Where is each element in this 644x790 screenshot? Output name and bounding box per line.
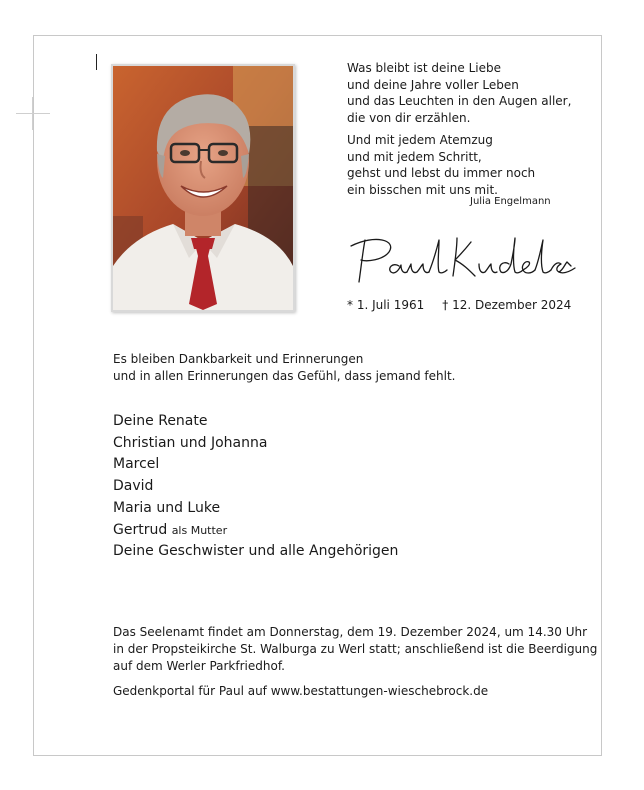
service-line: in der Propsteikirche St. Walburga zu Werl statt; anschließend ist die Beerdigung <box>113 642 598 656</box>
quote-line: Es bleiben Dankbarkeit und Erinnerungen <box>113 352 364 366</box>
death-date: † 12. Dezember 2024 <box>442 298 572 312</box>
family-member <box>113 411 398 433</box>
quote-line: und in allen Erinnerungen das Gefühl, dass jemand fehlt. <box>113 369 456 383</box>
family-member <box>113 433 398 455</box>
poem-line: und das Leuchten in den Augen aller, <box>347 94 572 108</box>
family-member-name: Christian und Johanna <box>113 434 268 451</box>
crosshair-vertical <box>32 97 33 130</box>
poem <box>347 60 587 204</box>
crosshair-horizontal <box>16 113 50 114</box>
service-line: Das Seelenamt findet am Donnerstag, dem 19. Dezember 2024, um 14.30 Uhr <box>113 625 588 639</box>
family-member <box>113 476 398 498</box>
memorial-portal-text: Gedenkportal für Paul auf www.bestattungen-wieschebrock.de <box>113 684 489 698</box>
poem-line: ein bisschen mit uns mit. <box>347 182 498 197</box>
family-member <box>113 541 398 563</box>
family-member-name: Gertrud <box>113 521 168 538</box>
family-member-name: Deine Renate <box>113 413 208 429</box>
memorial-quote <box>113 351 456 385</box>
poem-line: Und mit jedem Atemzug <box>347 133 493 147</box>
family-member-name: David <box>113 478 154 495</box>
poem-line: Was bleibt ist deine Liebe <box>347 61 501 75</box>
family-member <box>113 520 398 542</box>
family-member-name: Maria und Luke <box>113 499 221 516</box>
poem-line: und mit jedem Schritt, <box>347 149 482 164</box>
poem-line: und deine Jahre voller Leben <box>347 77 519 92</box>
service-line: auf dem Werler Parkfriedhof. <box>113 659 285 673</box>
poem-line: die von dir erzählen. <box>347 110 471 125</box>
family-member-name: Marcel <box>113 456 160 473</box>
birth-date: * 1. Juli 1961 <box>347 298 425 312</box>
poem-stanza-1 <box>347 60 587 126</box>
portrait-photo <box>111 64 295 312</box>
life-dates <box>347 298 571 312</box>
poem-author: Julia Engelmann <box>470 196 551 207</box>
poem-line: gehst und lebst du immer noch <box>347 166 536 180</box>
family-member-note: als Mutter <box>171 523 228 537</box>
family-member <box>113 454 398 476</box>
name-signature <box>345 232 580 288</box>
text-cursor <box>96 54 97 70</box>
poem-stanza-2 <box>347 132 587 198</box>
service-info <box>113 624 598 675</box>
family-member <box>113 498 398 520</box>
family-list <box>113 411 398 563</box>
family-member-name: Deine Geschwister und alle Angehörigen <box>113 543 399 560</box>
